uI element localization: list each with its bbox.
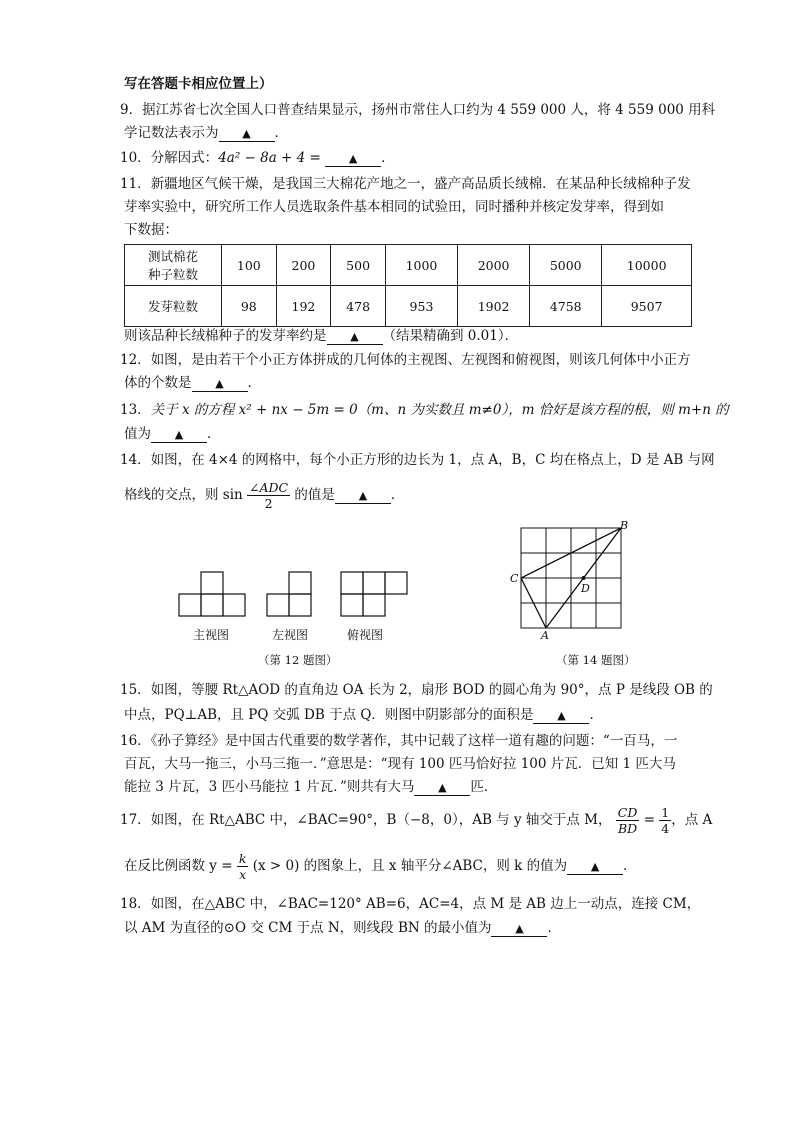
question-16 [120,731,677,751]
answer-blank: ▲ [335,489,391,504]
question-text: 中点，PQ⊥AB，且 PQ 交弧 DB 于点 Q．则图中阴影部分的面积是 [124,707,534,723]
question-text: 在反比例函数 y = [124,858,233,874]
question-text: 的值是 [294,487,335,503]
question-text: ． [589,707,603,723]
question-13-line2 [124,424,221,444]
question-text: 关于 x 的方程 x² + nx − 5m = 0（m、n 为实数且 m≠0），m 恰好是该方程的根，则 m+n 的 [150,402,729,418]
question-text: ． [381,150,395,166]
question-text: （结果精确到 0.01）． [382,328,519,344]
question-text: 匹． [470,779,498,795]
answer-blank: ▲ [567,860,623,875]
table-header-cell: 测试棉花 种子粒数 [125,245,222,286]
point-D-label: D [581,582,590,595]
question-18-line2 [124,918,561,938]
question-text: 格线的交点，则 sin [124,487,243,503]
answer-blank: ▲ [151,428,207,443]
question-12-line2 [124,373,261,393]
question-text: (x > 0) 的图象上，且 x 轴平分∠ABC，则 k 的值为 [252,858,568,874]
question-text: 如图，在△ABC 中，∠BAC=120° AB=6，AC=4，点 M 是 AB 边上一动点，连接 CM， [150,896,701,912]
question-16-line2: 百瓦，大马一拖三，小马三拖一．”意思是：“现有 100 匹马恰好拉 100 片瓦．已知 1 匹大马 [124,756,676,772]
answer-blank: ▲ [327,330,383,345]
question-12 [120,350,691,370]
left-view-label: 左视图 [272,628,309,642]
question-text: ． [274,125,288,141]
point-B-label: B [620,519,629,532]
question-9-line2 [124,123,288,143]
question-13 [120,400,729,420]
question-17 [120,800,712,840]
table-cell: 1000 [385,245,457,286]
question-text: 如图，在 4×4 的网格中，每个小正方形的边长为 1，点 A，B，C 均在格点上，D 是 AB 与网 [150,452,715,468]
answer-blank: ▲ [192,377,248,392]
fraction-cd-bd: $\frac{CD}{BD}$ [617,805,638,836]
question-15 [120,680,713,700]
question-number: 13． [120,402,151,418]
question-number: 11． [120,176,151,192]
table-header-cell: 发芽粒数 [125,286,222,327]
question-14-line2 [124,475,404,515]
answer-blank: ▲ [491,922,547,937]
question-18 [120,894,700,914]
figure-14-grid [505,518,635,648]
figure-14-caption: （第 14 题图） [556,653,636,667]
table-row [125,286,692,327]
question-text: 《孙子算经》是中国古代重要的数学著作，其中记载了这样一道有趣的问题：“一百马，一 [150,733,678,749]
table-row [125,245,692,286]
question-text: ． [547,920,561,936]
answer-blank: ▲ [533,709,589,724]
table-cell: 5000 [530,245,602,286]
question-11-after [124,326,518,346]
table-cell: 100 [222,245,277,286]
fraction-k-x: $\frac{k}{x}$ [238,851,247,882]
question-number: 17． [120,812,151,828]
question-14 [120,450,715,470]
question-number: 16． [120,733,151,749]
question-text: 据江苏省七次全国人口普查结果显示，扬州市常住人口约为 4 559 000 人，将 4 559 000 用科 [142,102,716,118]
question-text: 如图，等腰 Rt△AOD 的直角边 OA 长为 2，扇形 BOD 的圆心角为 90°，点 P 是线段 OB 的 [150,682,713,698]
question-text: 值为 [124,426,151,442]
table-cell: 478 [331,286,386,327]
question-number: 15． [120,682,151,698]
answer-blank: ▲ [414,781,470,796]
answer-blank: ▲ [219,127,275,142]
table-cell: 192 [276,286,331,327]
question-number: 18． [120,896,151,912]
question-text: 分解因式： [150,150,219,166]
section-header: 写在答题卡相应位置上） [124,76,273,92]
math-expression: 4a² − 8a + 4 = [218,150,321,166]
question-16-line3 [124,777,497,797]
table-cell: 1902 [458,286,530,327]
question-number: 9． [120,102,143,118]
question-text: 则该品种长绒棉种子的发芽率约是 [124,328,327,344]
question-text: 如图，是由若干个小正方体拼成的几何体的主视图、左视图和俯视图，则该几何体中小正方 [150,352,691,368]
question-text: ． [207,426,221,442]
point-C-label: C [510,572,519,585]
main-view-label: 主视图 [193,628,230,642]
table-cell: 98 [222,286,277,327]
figure-12-caption: （第 12 题图） [258,653,338,667]
question-text: ． [623,858,637,874]
question-text: 体的个数是 [124,375,192,391]
question-17-line2 [124,846,637,886]
question-text: 如图，在 Rt△ABC 中，∠BAC=90°，B（−8，0），AB 与 y 轴交于点 M， [150,812,612,828]
fraction: $\frac{\text{∠ADC}}{2}$ [249,480,289,511]
question-number: 12． [120,352,151,368]
question-text: 能拉 3 片瓦，3 匹小马能拉 1 片瓦．”则共有大马 [124,779,415,795]
question-9 [120,100,715,120]
question-text: 学记数法表示为 [124,125,219,141]
table-cell: 500 [331,245,386,286]
question-text: ，点 A [671,812,713,828]
question-15-line2 [124,705,603,725]
table-cell: 953 [385,286,457,327]
fraction-one-quarter: $\frac{1}{4}$ [661,805,670,836]
question-number: 14． [120,452,151,468]
table-cell: 200 [276,245,331,286]
question-text: 新疆地区气候干燥，是我国三大棉花产地之一，盛产高品质长绒棉．在某品种长绒棉种子发 [150,176,691,192]
data-table [124,244,692,327]
question-11 [120,174,691,194]
figure-12-views [175,570,415,620]
table-cell: 4758 [530,286,602,327]
table-cell: 9507 [602,286,692,327]
question-number: 10． [120,150,151,166]
question-11-line2: 芽率实验中，研究所工作人员选取条件基本相同的试验田，同时播种并核定发芽率，得到如 [124,199,664,215]
table-cell: 2000 [458,245,530,286]
question-text: 以 AM 为直径的⊙O 交 CM 于点 N，则线段 BN 的最小值为 [124,920,492,936]
answer-blank: ▲ [325,152,381,167]
table-cell: 10000 [602,245,692,286]
question-11-line3: 下数据： [124,222,178,238]
equals-sign: = [643,812,655,828]
top-view-label: 俯视图 [347,628,384,642]
point-A-label: A [541,629,549,642]
question-10 [120,148,395,168]
question-text: ． [247,375,261,391]
question-text: ． [390,487,405,503]
